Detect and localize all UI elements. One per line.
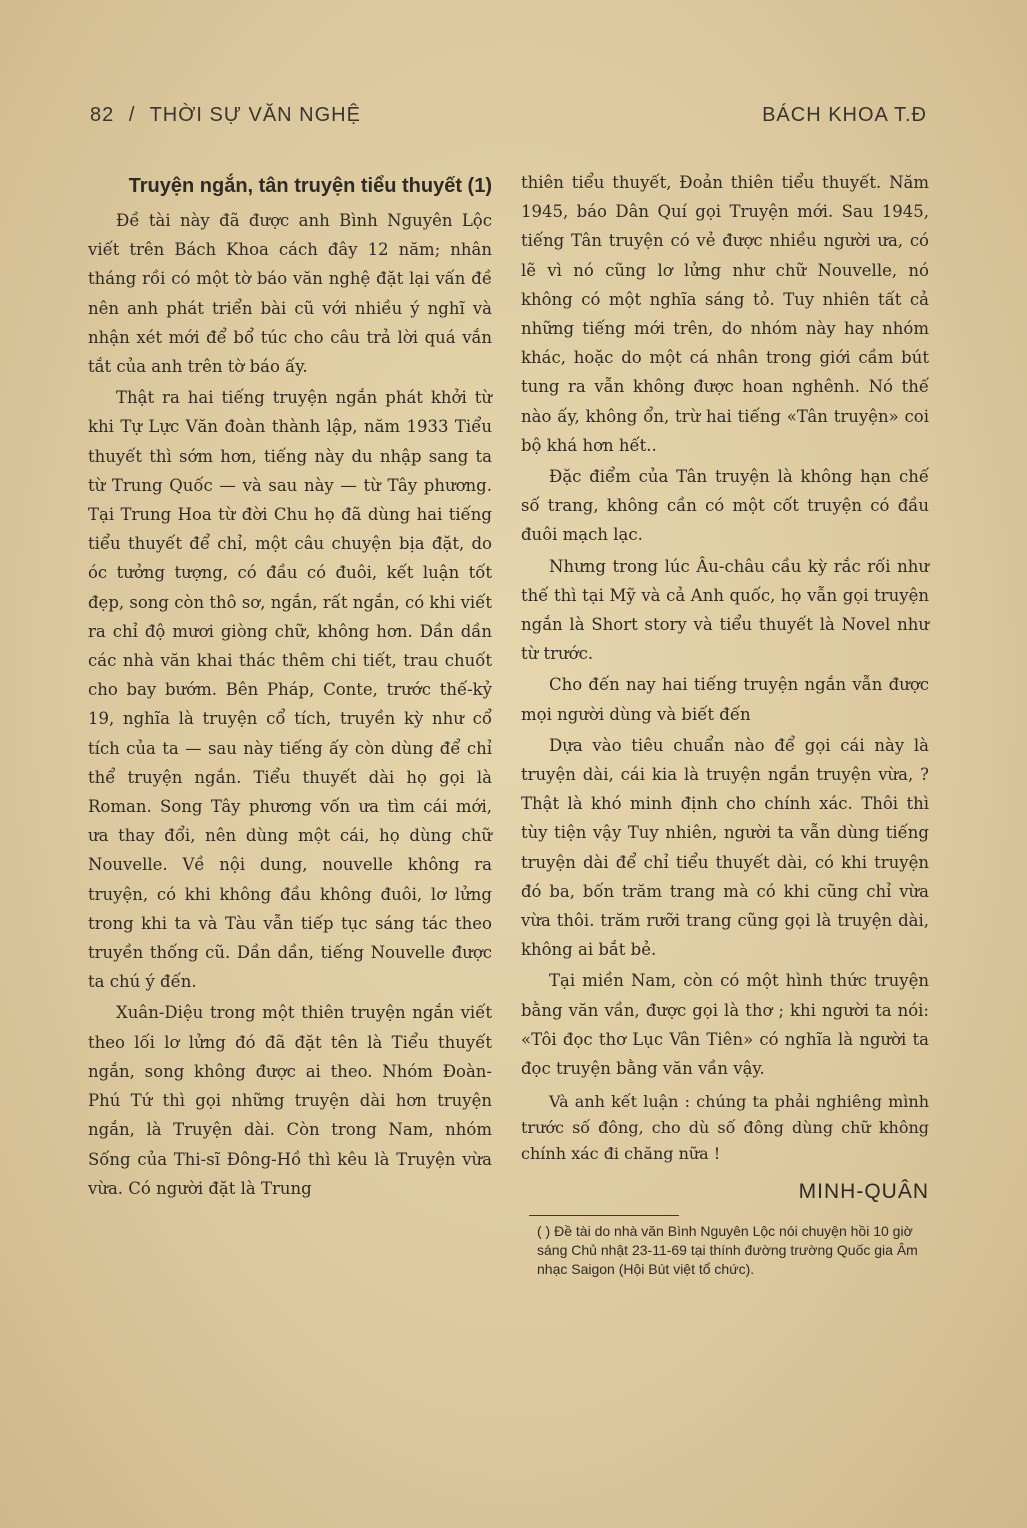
paragraph: Đặc điểm của Tân truyện là không hạn chế số trang, không cần có một cốt truyện có đầu đuôi mạch lạc.	[521, 467, 929, 545]
left-column	[88, 168, 492, 1205]
header-separator: /	[128, 104, 136, 126]
page-header	[90, 104, 927, 134]
page-number: 82	[90, 104, 115, 126]
section-title: THỜI SỰ VĂN NGHỆ	[149, 104, 361, 126]
paragraph: Tại miền Nam, còn có một hình thức truyện bằng văn vần, được gọi là thơ ; khi người ta nói: «Tôi đọc thơ Lục Vân Tiên» có nghĩa là người ta đọc truyện bằng văn vần vậy.	[521, 971, 929, 1079]
footnote: ( ) Đề tài do nhà văn Bình Nguyên Lộc nói chuyện hồi 10 giờ sáng Chủ nhật 23-11-69 tại thính đường trường Quốc gia Âm nhạc Saigon (Hội Bút việt tổ chức).	[537, 1222, 918, 1277]
paragraph: thiên tiểu thuyết, Đoản thiên tiểu thuyết. Năm 1945, báo Dân Quí gọi Truyện mới. Sau 1945, tiếng Tân truyện có vẻ được nhiều người ưa, có lẽ vì nó cũng lơ lửng như chữ Nouvelle, nó không có một nghĩa sáng tỏ. Tuy nhiên tất cả những tiếng mới trên, do nhóm này hay nhóm khác, hoặc do một cá nhân trong giới cầm bút tung ra vẫn không được hoan nghênh. Nó thế nào ấy, không ổn, trừ hai tiếng «Tân truyện» coi bộ khá hơn hết..	[521, 173, 929, 455]
paragraph: Đề tài này đã được anh Bình Nguyên Lộc viết trên Bách Khoa cách đây 12 năm; nhân tháng rồi có một tờ báo văn nghệ đặt lại vấn đề nên anh phát triển bài cũ với nhiều ý nghĩ và nhận xét mới để bổ túc cho câu trả lời quá vắn tắt của anh trên tờ báo ấy.	[88, 211, 492, 377]
author-signature: MINH-QUÂN	[798, 1180, 929, 1204]
paragraph: Cho đến nay hai tiếng truyện ngắn vẫn được mọi người dùng và biết đến	[521, 675, 929, 724]
paragraph: Nhưng trong lúc Âu-châu cầu kỳ rắc rối như thế thì tại Mỹ và cả Anh quốc, họ vẫn gọi truyện ngắn là Short story và tiểu thuyết là Novel như từ trước.	[521, 556, 929, 664]
magazine-name: BÁCH KHOA T.Đ	[762, 104, 927, 126]
right-column	[521, 168, 929, 1279]
paragraph: Xuân-Diệu trong một thiên truyện ngắn viết theo lối lơ lửng đó đã đặt tên là Tiểu thuyết ngắn, song không được ai theo. Nhóm Đoàn-Phú Tứ thì gọi những truyện dài hơn truyện ngắn, là Truyện dài. Còn trong Nam, nhóm Sống của Thi-sĩ Đông-Hồ thì kêu là Truyện vừa vừa. Có người đặt là Trung	[88, 1003, 492, 1198]
paragraph: Dựa vào tiêu chuẩn nào để gọi cái này là truyện dài, cái kia là truyện ngắn truyện vừa, ? Thật là khó minh định cho chính xác. Thôi thì tùy tiện vậy Tuy nhiên, người ta vẫn dùng tiếng truyện dài để chỉ tiểu thuyết dài, có khi truyện đó ba, bốn trăm trang mà có khi cũng chỉ vừa vừa thôi. trăm rưỡi trang cũng gọi là truyện dài, không ai bắt bẻ.	[521, 735, 929, 960]
conclusion-paragraph: Và anh kết luận : chúng ta phải nghiêng mình trước số đông, cho dù số đông dùng chữ không chính xác đi chăng nữa !	[521, 1092, 929, 1164]
footnote-divider	[529, 1215, 679, 1216]
paragraph: Thật ra hai tiếng truyện ngắn phát khởi từ khi Tự Lực Văn đoàn thành lập, năm 1933 Tiểu thuyết thì sớm hơn, tiếng này du nhập sang ta từ Trung Quốc — và sau này — từ Tây phương. Tại Trung Hoa từ đời Chu họ đã dùng hai tiếng tiểu thuyết để chỉ, một câu chuyện bịa đặt, do óc tưởng tượng, có đầu có đuôi, kết luận tốt đẹp, song còn thô sơ, ngắn, rất ngắn, có khi viết ra chỉ độ mươi giòng chữ, không hơn. Dần dần các nhà văn khai thác thêm chi tiết, trau chuốt cho bay bướm. Bên Pháp, Conte, trước thế-kỷ 19, nghĩa là truyện cổ tích, truyền kỳ như cổ tích của ta — sau này tiếng ấy còn dùng để chỉ thể truyện ngắn. Tiểu thuyết dài họ gọi là Roman. Song Tây phương vốn ưa tìm cái mới, ưa thay đổi, nên dùng một cái, họ dùng chữ Nouvelle. Về nội dung, nouvelle không ra truyện, có khi không đầu không đuôi, lơ lửng trong khi ta và Tàu vẫn tiếp tục sáng tác theo truyền thống cũ. Dần dần, tiếng Nouvelle được ta chú ý đến.	[88, 388, 492, 992]
article-title: Truyện ngắn, tân truyện tiểu thuyết (1)	[128, 175, 492, 197]
